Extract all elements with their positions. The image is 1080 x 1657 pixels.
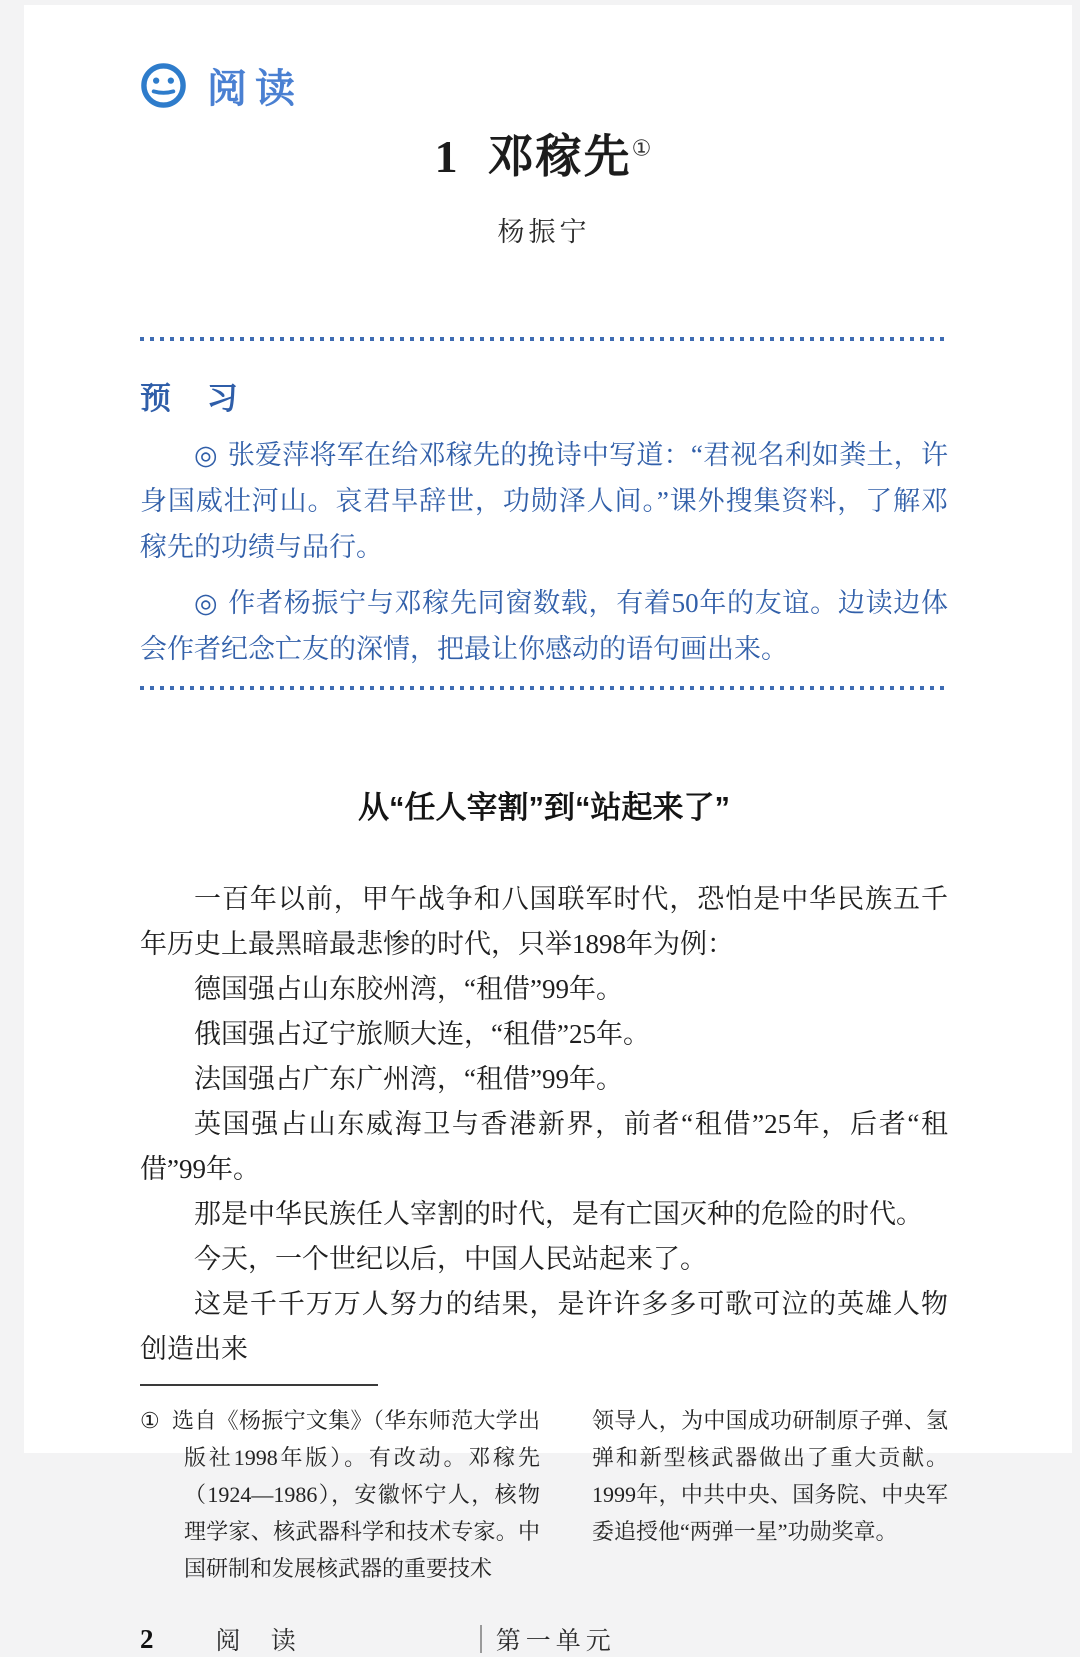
body-paragraph: 一百年以前，甲午战争和八国联军时代，恐怕是中华民族五千年历史上最黑暗最悲惨的时代，只举1898年为例： xyxy=(140,884,948,959)
section-heading: 从“任人宰割”到“站起来了” xyxy=(358,790,730,825)
body-paragraph: 这是千千万万人努力的结果，是许许多多可歌可泣的英雄人物创造出来 xyxy=(140,1289,948,1364)
preview-divider-bottom xyxy=(140,686,948,690)
body-text xyxy=(140,877,948,1372)
preview-item-text: 作者杨振宁与邓稼先同窗数载，有着50年的友谊。边读边体会作者纪念亡友的深情，把最让你感动的语句画出来。 xyxy=(140,588,949,664)
preview-item-text: 张爱萍将军在给邓稼先的挽诗中写道：“君视名利如粪土，许身国威壮河山。哀君早辞世，功勋泽人间。”课外搜集资料，了解邓稼先的功绩与品行。 xyxy=(140,440,949,562)
reading-section-label: 阅读 xyxy=(207,66,303,111)
body-paragraph: 俄国强占辽宁旅顺大连，“租借”25年。 xyxy=(194,1019,650,1049)
footnote-text-left: 选自《杨振宁文集》（华东师范大学出版社1998年版）。有改动。邓稼先（1924—1986），安徽怀宁人，核物理学家、核武器科学和技术专家。中国研制和发展核武器的重要技术 xyxy=(172,1408,540,1581)
lesson-title-row xyxy=(140,120,948,186)
lesson-title: 邓稼先 xyxy=(487,131,632,182)
footnote-divider xyxy=(140,1384,378,1386)
title-footnote-ref: ① xyxy=(631,135,654,161)
author-name: 杨振宁 xyxy=(497,217,591,247)
textbook-page xyxy=(24,5,1072,1655)
footer-page-number: 2 xyxy=(140,1623,154,1654)
preview-item xyxy=(140,580,948,672)
footnote-marker: ① xyxy=(140,1408,161,1433)
footnote xyxy=(140,1384,948,1587)
page-footer xyxy=(140,1621,948,1657)
preview-divider-top xyxy=(140,337,948,341)
reading-section-header xyxy=(140,57,948,114)
body-paragraph: 德国强占山东胶州湾，“租借”99年。 xyxy=(194,974,623,1004)
lesson-number: 1 xyxy=(434,131,460,182)
preview-item xyxy=(140,432,948,570)
footnote-column-right: 领导人，为中国成功研制原子弹、氢弹和新型核武器做出了重大贡献。1999年，中共中央、国务院、中央军委追授他“两弹一星”功勋奖章。 xyxy=(592,1408,948,1544)
footer-divider-bar xyxy=(480,1625,482,1653)
body-paragraph: 法国强占广东广州湾，“租借”99年。 xyxy=(194,1064,623,1094)
body-paragraph: 今天，一个世纪以后，中国人民站起来了。 xyxy=(194,1244,707,1274)
footer-section-label: 阅 读 xyxy=(215,1628,308,1655)
footnote-column-left xyxy=(140,1402,540,1587)
body-paragraph: 那是中华民族任人宰割的时代，是有亡国灭种的危险的时代。 xyxy=(194,1199,923,1229)
smiley-face-icon xyxy=(140,62,187,109)
footer-unit-label: 第一单元 xyxy=(495,1628,616,1655)
body-paragraph: 英国强占山东威海卫与香港新界，前者“租借”25年，后者“租借”99年。 xyxy=(140,1109,948,1184)
circle-bullet-icon: ◎ xyxy=(194,588,219,618)
circle-bullet-icon: ◎ xyxy=(194,440,218,470)
preview-heading: 预 习 xyxy=(140,381,252,416)
